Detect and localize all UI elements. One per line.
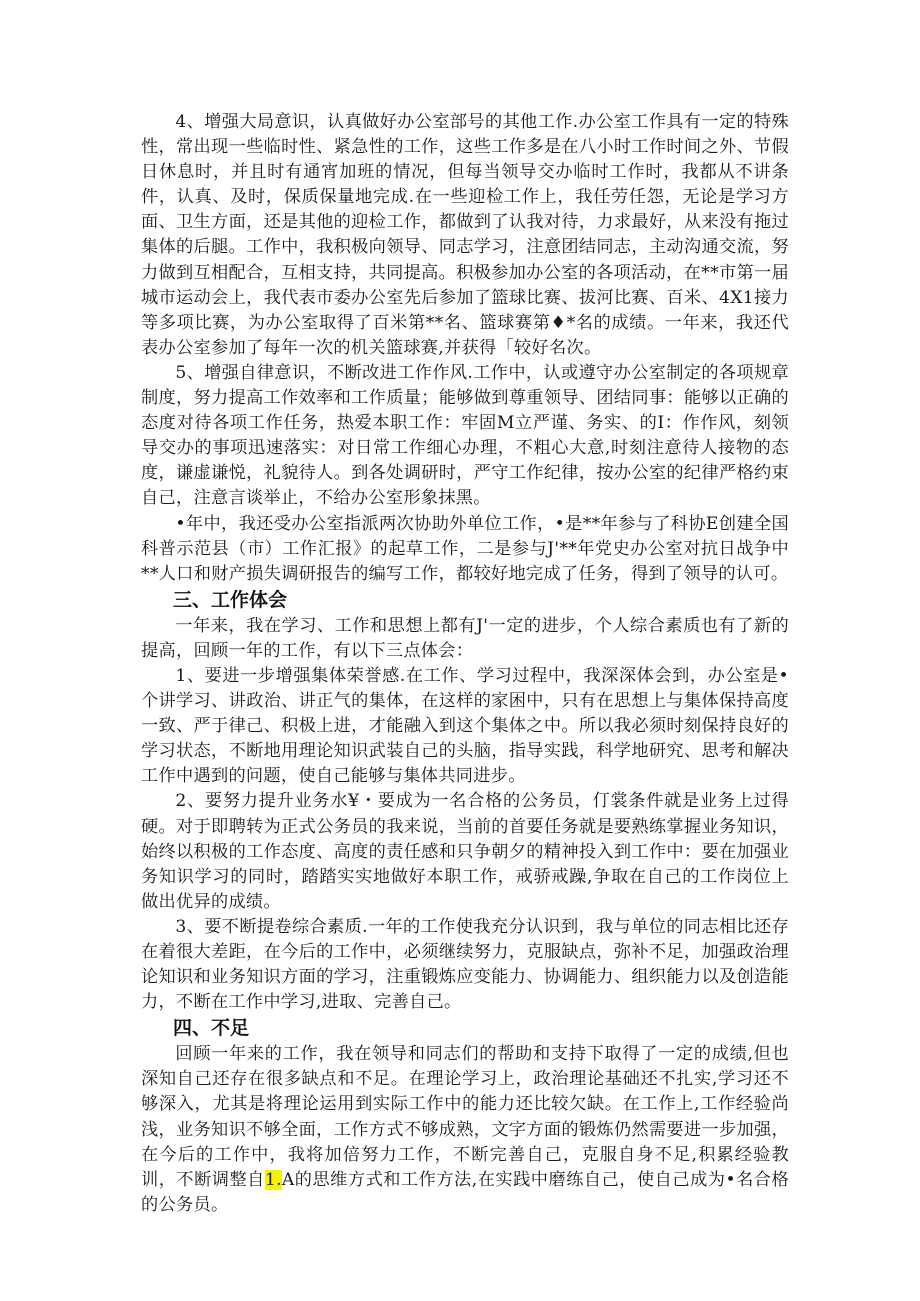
section-heading-shortcomings: 四、不足: [173, 1017, 250, 1040]
highlighted-text: 1.: [264, 1169, 282, 1190]
paragraph-shortcomings: [141, 1042, 789, 1218]
paragraph-shortcomings-tail: A的思维方式和工作方法,在实践中磨练自己，使自己成为•名合格的公务员。: [141, 1169, 789, 1215]
paragraph-item-4: 4、增强大局意识，认真做好办公室部号的其他工作.办公室工作具有一定的特殊性，常出现一些临时性、紧急性的工作，这些工作多是在八小时工作时间之外、节假日休息时，并且时有通宵加班的情况，但每当领导交办临时工作时，我都从不讲条件，认真、及时，保质保量地完成.在一些迎检工作上，我任劳任怨，无论是学习方面、卫生方面，还是其他的迎检工作，都做到了认我对待，力求最好，从来没有拖过集体的后腿。工作中，我积极向领导、同志学习，注意团结同志，主动沟通交流，努力做到互相配合，互相支持，共同提高。积极参加办公室的各项活动，在**市第一届城市运动会上，我代表市委办公室先后参加了篮球比赛、拔河比赛、百米、4X1接力等多项比赛，为办公室取得了百米第**名、篮球赛第♦*名的成绩。一年来，我还代表办公室参加了每年一次的机关篮球赛,并获得「较好名次。: [141, 112, 789, 358]
paragraph-experience-intro: 一年来，我在学习、工作和思想上都有J'一定的进步，个人综合素质也有了新的提高，回顾一年的工作，有以下三点体会：: [141, 615, 789, 661]
paragraph-experience-2: 2、要努力提升业务水¥・要成为一名合格的公务员，仃裳条件就是业务上过得硬。对于即聘转为正式公务员的我来说，当前的首要任务就是要熟练掌握业务知识，始终以积极的工作态度、高度的责任感和只争朝夕的精神投入到工作中：要在加强业务知识学习的同时，踏踏实实地做好本职工作，戒骄戒躁,争取在自己的工作岗位上做出优异的成绩。: [141, 791, 789, 912]
paragraph-shortcomings-text: 回顾一年来的工作，我在领导和同志们的帮助和支持下取得了一定的成绩,但也深知自己还存在很多缺点和不足。在理论学习上，政治理论基础还不扎实,学习还不够深入，尤其是将理论运用到实际工作中的能力还比较欠缺。在工作上,工作经验尚浅，业务知识不够全面，工作方式不够成熟，文字方面的锻炼仍然需要进一步加强，在今后的工作中，我将加倍努力工作，不断完善自己，克服自身不足,积累经验教训，不断调整自: [141, 1044, 789, 1190]
paragraph-experience-3: 3、要不断提卷综合素质.一年的工作使我充分认识到，我与单位的同志相比还存在着很大差距，在今后的工作中，必须继续努力，克服缺点，弥补不足，加强政治理论知识和业务知识方面的学习，注重锻炼应变能力、协调能力、组织能力以及创造能力，不断在工作中学习,进取、完善自己。: [141, 916, 789, 1013]
paragraph-experience-1: 1、要进一步增强集体荣誉感.在工作、学习过程中，我深深体会到，办公室是•个讲学习、讲政治、讲正气的集体，在这样的家困中，只有在思想上与集体保持高度一致、严于律己、积极上进，才能融入到这个集体之中。所以我必须时刻保持良好的学习状态，不断地用理论知识武装自己的头脑，指导实践，科学地研究、思考和解决工作中遇到的问题，使自己能够与集体共同进步。: [141, 665, 789, 787]
paragraph-item-5: 5、增强自律意识，不断改进工作作风.工作中，认或遵守办公室制定的各项规章制度，努力提高工作效率和工作质量；能够做到尊重领导、团结同事：能够以正确的态度对待各项工作任务，热爱本职工作：牢固M立严谨、务实、的I：作作风，刻领导交办的事项迅速落实：对日常工作细心办理，不粗心大意,时刻注意待人接物的态度，谦虚谦悦，礼貌待人。到各处调研时，严守工作纪律，按办公室的纪律严格约束自己，注意言谈举止，不给办公室形象抹黑。: [141, 362, 789, 509]
paragraph-extra-work: •年中，我还受办公室指派两次协助外单位工作，•是**年参与了科协E创建全国科普示范县（市）工作汇报》的起草工作，二是参与J'**年党史办公室对抗日战争中**人口和财产损失调研报告的编写工作，都较好地完成了任务，得到了领导的认可。: [141, 513, 789, 584]
document-page: [141, 110, 789, 1218]
section-heading-experience: 三、工作体会: [173, 588, 288, 611]
